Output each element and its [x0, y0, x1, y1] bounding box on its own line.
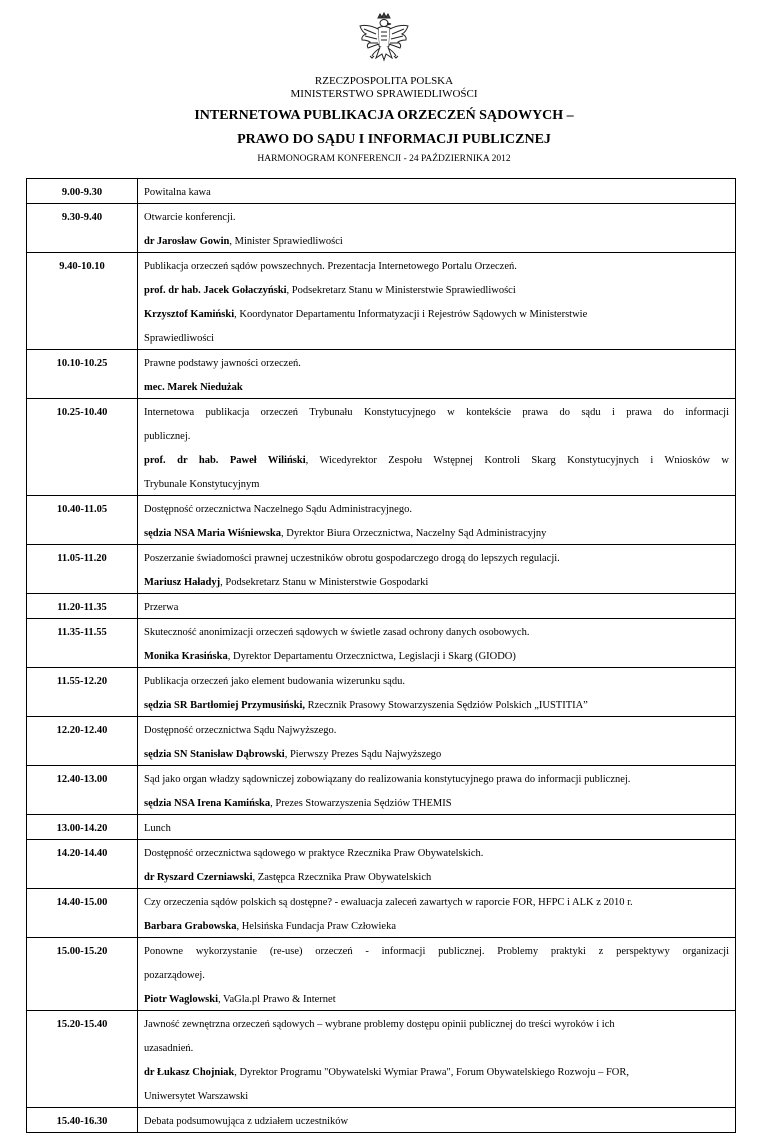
session-text-line: [144, 204, 729, 228]
session-topic: Skuteczność anonimizacji orzeczeń sądowych w świetle zasad ochrony danych osobowych.: [144, 627, 530, 638]
session-time: [27, 840, 138, 889]
session-description: [138, 815, 736, 840]
speaker-role: , Podsekretarz Stanu w Ministerstwie Gospodarki: [220, 577, 429, 588]
speaker-name: Krzysztof Kamiński: [144, 309, 235, 320]
session-description: [138, 253, 736, 350]
session-time-text: 12.20-12.40: [56, 725, 108, 736]
session-text-line: [144, 179, 729, 203]
schedule-row: [27, 766, 736, 815]
session-text-line: [144, 545, 729, 569]
session-description: [138, 717, 736, 766]
speaker-line: [144, 986, 729, 1010]
schedule-row: [27, 717, 736, 766]
schedule-row: [27, 619, 736, 668]
session-time: [27, 1108, 138, 1133]
schedule-row: [27, 399, 736, 496]
session-topic: Przerwa: [144, 602, 179, 613]
schedule-row: [27, 594, 736, 619]
session-topic: Otwarcie konferencji.: [144, 212, 236, 223]
speaker-line: [144, 864, 729, 888]
country-name: RZECZPOSPOLITA POLSKA: [314, 75, 454, 87]
speaker-name: sędzia NSA Maria Wiśniewska: [144, 528, 282, 539]
session-description: [138, 179, 736, 204]
speaker-line: [144, 643, 729, 667]
speaker-line: [144, 228, 729, 252]
session-time: [27, 1011, 138, 1108]
speaker-name: sędzia SR Bartłomiej Przymusiński,: [144, 700, 305, 711]
session-text-line: [144, 889, 729, 913]
session-topic: Ponowne wykorzystanie (re-use) orzeczeń - informacji publicznej. Problemy praktyki z perspektywy organizacji: [144, 946, 729, 957]
session-text-line: [144, 717, 729, 741]
session-time-text: 15.40-16.30: [56, 1116, 108, 1127]
session-text-line: [144, 1011, 729, 1035]
speaker-role: , VaGla.pl Prawo & Internet: [218, 994, 336, 1005]
session-text-line: [144, 962, 729, 986]
schedule-row: [27, 204, 736, 253]
session-time: [27, 253, 138, 350]
session-text-line: [144, 471, 729, 495]
session-topic: Czy orzeczenia sądów polskich są dostępne? - ewaluacja zaleceń zawartych w raporcie FOR, HFPC i ALK z 2010 r.: [144, 897, 633, 908]
session-time: [27, 204, 138, 253]
session-time: [27, 815, 138, 840]
schedule-row: [27, 545, 736, 594]
session-text-line: [144, 840, 729, 864]
session-text-line: [144, 350, 729, 374]
schedule-row: [27, 1011, 736, 1108]
session-description: [138, 619, 736, 668]
session-topic: Sąd jako organ władzy sądowniczej zobowiązany do realizowania konstytucyjnego prawa do informacji publicznej.: [144, 774, 631, 785]
session-topic: Debata podsumowująca z udziałem uczestników: [144, 1116, 349, 1127]
session-time: [27, 717, 138, 766]
speaker-name: Mariusz Haładyj: [144, 577, 221, 588]
session-topic: Dostępność orzecznictwa Naczelnego Sądu Administracyjnego.: [144, 504, 412, 515]
speaker-line: [144, 741, 729, 765]
session-text-line: [144, 594, 729, 618]
speaker-role: , Helsińska Fundacja Praw Człowieka: [236, 921, 396, 932]
session-description: [138, 938, 736, 1011]
session-time-text: 10.10-10.25: [56, 358, 108, 369]
speaker-role: , Wicedyrektor Zespołu Wstępnej Kontroli Skarg Konstytucyjnych i Wniosków w: [305, 455, 729, 466]
session-time-text: 13.00-14.20: [56, 823, 108, 834]
speaker-line: [144, 447, 729, 471]
speaker-role: , Minister Sprawiedliwości: [229, 236, 343, 247]
schedule-row: [27, 350, 736, 399]
session-time: [27, 496, 138, 545]
session-time-text: 10.40-11.05: [56, 504, 108, 515]
session-time: [27, 668, 138, 717]
session-description: [138, 350, 736, 399]
session-time-text: 11.05-11.20: [57, 553, 107, 564]
session-time-text: 14.20-14.40: [56, 848, 108, 859]
session-time-text: 11.55-12.20: [56, 676, 108, 687]
speaker-role: , Dyrektor Programu "Obywatelski Wymiar Prawa", Forum Obywatelskiego Rozwoju – FOR,: [234, 1067, 629, 1078]
session-text-line: [144, 325, 729, 349]
session-topic: uzasadnień.: [144, 1043, 194, 1054]
schedule-row: [27, 840, 736, 889]
session-time: [27, 889, 138, 938]
session-description: [138, 668, 736, 717]
schedule-subtitle: HARMONOGRAM KONFERENCJI - 24 PAŹDZIERNIKA 2012: [257, 154, 511, 164]
ministry-name: MINISTERSTWO SPRAWIEDLIWOŚCI: [290, 88, 478, 100]
session-time: [27, 545, 138, 594]
session-topic: Sprawiedliwości: [144, 333, 214, 344]
session-topic: publicznej.: [144, 431, 191, 442]
session-time-text: 9.40-10.10: [59, 261, 105, 272]
session-time-text: 9.30-9.40: [61, 212, 103, 223]
session-topic: Prawne podstawy jawności orzeczeń.: [144, 358, 301, 369]
speaker-line: [144, 520, 729, 544]
session-topic: Internetowa publikacja orzeczeń Trybunału Konstytucyjnego w kontekście prawa do sądu i prawa do informacji: [144, 407, 729, 418]
speaker-name: Monika Krasińska: [144, 651, 228, 662]
session-topic: Lunch: [144, 823, 171, 834]
session-description: [138, 889, 736, 938]
session-text-line: [144, 938, 729, 962]
speaker-line: [144, 692, 729, 716]
session-time: [27, 179, 138, 204]
session-description: [138, 496, 736, 545]
session-time-text: 15.20-15.40: [56, 1019, 108, 1030]
conference-title-line-2: PRAWO DO SĄDU I INFORMACJI PUBLICZNEJ: [237, 132, 551, 147]
speaker-line: [144, 374, 729, 398]
session-time-text: 11.35-11.55: [57, 627, 107, 638]
schedule-row: [27, 938, 736, 1011]
session-text-line: [144, 766, 729, 790]
speaker-role: , Dyrektor Departamentu Orzecznictwa, Legislacji i Skarg (GIODO): [227, 651, 516, 662]
session-description: [138, 545, 736, 594]
session-description: [138, 766, 736, 815]
conference-title-line-1: INTERNETOWA PUBLIKACJA ORZECZEŃ SĄDOWYCH –: [194, 108, 574, 123]
session-text-line: [144, 668, 729, 692]
session-text-line: [144, 253, 729, 277]
schedule-table: [26, 178, 736, 1133]
speaker-role: , Dyrektor Biura Orzecznictwa, Naczelny Sąd Administracyjny: [281, 528, 547, 539]
speaker-line: [144, 790, 729, 814]
speaker-name: sędzia SN Stanisław Dąbrowski: [144, 749, 285, 760]
speaker-role: , Koordynator Departamentu Informatyzacji i Rejestrów Sądowych w Ministerstwie: [234, 309, 588, 320]
session-text-line: [144, 815, 729, 839]
session-description: [138, 1108, 736, 1133]
session-topic: Dostępność orzecznictwa sądowego w praktyce Rzecznika Praw Obywatelskich.: [144, 848, 484, 859]
speaker-name: dr Ryszard Czerniawski: [144, 872, 253, 883]
session-topic: Publikacja orzeczeń sądów powszechnych. Prezentacja Internetowego Portalu Orzeczeń.: [144, 261, 517, 272]
session-text-line: [144, 496, 729, 520]
session-time: [27, 619, 138, 668]
session-description: [138, 204, 736, 253]
speaker-name: prof. dr hab. Paweł Wiliński: [144, 455, 306, 466]
session-topic: Uniwersytet Warszawski: [144, 1091, 249, 1102]
session-topic: Dostępność orzecznictwa Sądu Najwyższego.: [144, 725, 337, 736]
speaker-role: , Pierwszy Prezes Sądu Najwyższego: [284, 749, 442, 760]
session-topic: Powitalna kawa: [144, 187, 211, 198]
session-time: [27, 766, 138, 815]
speaker-name: sędzia NSA Irena Kamińska: [144, 798, 271, 809]
speaker-line: [144, 913, 729, 937]
session-time-text: 15.00-15.20: [56, 946, 108, 957]
session-text-line: [144, 1035, 729, 1059]
session-time: [27, 594, 138, 619]
polish-eagle-emblem-icon: [356, 12, 412, 74]
speaker-name: dr Jarosław Gowin: [144, 236, 230, 247]
speaker-name: Barbara Grabowska: [144, 921, 237, 932]
session-time-text: 12.40-13.00: [56, 774, 108, 785]
session-topic: pozarządowej.: [144, 970, 205, 981]
session-text-line: [144, 619, 729, 643]
session-text-line: [144, 423, 729, 447]
speaker-role: , Zastępca Rzecznika Praw Obywatelskich: [252, 872, 432, 883]
schedule-row: [27, 668, 736, 717]
session-time-text: 11.20-11.35: [57, 602, 107, 613]
session-time-text: 9.00-9.30: [61, 187, 103, 198]
speaker-role: , Prezes Stowarzyszenia Sędziów THEMIS: [270, 798, 452, 809]
schedule-row: [27, 815, 736, 840]
speaker-name: Piotr Waglowski: [144, 994, 218, 1005]
session-time-text: 10.25-10.40: [56, 407, 108, 418]
session-time: [27, 399, 138, 496]
speaker-name: mec. Marek Niedużak: [144, 382, 243, 393]
session-topic: Publikacja orzeczeń jako element budowania wizerunku sądu.: [144, 676, 405, 687]
session-time: [27, 938, 138, 1011]
session-time: [27, 350, 138, 399]
schedule-row: [27, 1108, 736, 1133]
speaker-line: [144, 277, 729, 301]
schedule-row: [27, 496, 736, 545]
speaker-line: [144, 1059, 729, 1083]
session-description: [138, 1011, 736, 1108]
speaker-role: , Podsekretarz Stanu w Ministerstwie Sprawiedliwości: [286, 285, 516, 296]
schedule-row: [27, 889, 736, 938]
schedule-row: [27, 253, 736, 350]
speaker-name: dr Łukasz Chojniak: [144, 1067, 235, 1078]
session-description: [138, 399, 736, 496]
schedule-row: [27, 179, 736, 204]
speaker-role: Rzecznik Prasowy Stowarzyszenia Sędziów Polskich „IUSTITIA”: [305, 700, 588, 711]
session-topic: Poszerzanie świadomości prawnej uczestników obrotu gospodarczego drogą do lepszych regulacji.: [144, 553, 560, 564]
speaker-line: [144, 301, 729, 325]
speaker-name: prof. dr hab. Jacek Gołaczyński: [144, 285, 287, 296]
session-time-text: 14.40-15.00: [56, 897, 108, 908]
session-description: [138, 594, 736, 619]
session-topic: Trybunale Konstytucyjnym: [144, 479, 260, 490]
session-text-line: [144, 399, 729, 423]
session-text-line: [144, 1108, 729, 1132]
session-topic: Jawność zewnętrzna orzeczeń sądowych – wybrane problemy dostępu opinii publicznej do treści wyroków i ich: [144, 1019, 615, 1030]
speaker-line: [144, 569, 729, 593]
session-text-line: [144, 1083, 729, 1107]
session-description: [138, 840, 736, 889]
